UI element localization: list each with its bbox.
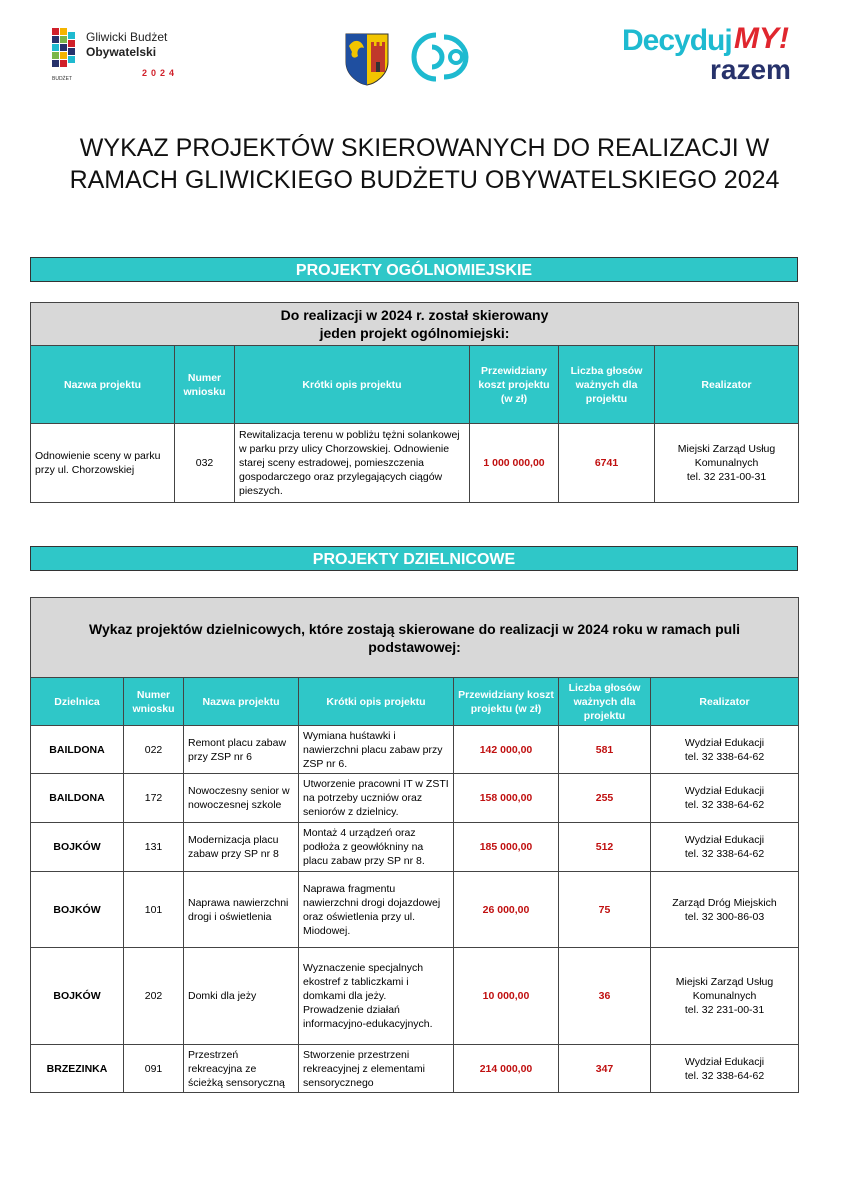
col-executor: Realizator <box>651 678 799 726</box>
executor-line3: tel. 32 231-00-31 <box>686 471 767 483</box>
table-row <box>31 774 799 823</box>
cell-name: Nowoczesny senior w nowoczesnej szkole <box>184 774 299 823</box>
executor-line1: Miejski Zarząd Usług <box>675 976 774 988</box>
cell-description: Wyznaczenie specjalnych ekostref z tabliczkami i domkami dla jeży. Prowadzenie działań informacyjno-edukacyjnych. <box>299 948 454 1045</box>
gbo-small: BUDŻET <box>52 76 72 82</box>
cell-votes: 6741 <box>559 424 655 503</box>
cell-number: 101 <box>124 872 184 948</box>
cell-number: 202 <box>124 948 184 1045</box>
citywide-table <box>30 302 799 503</box>
cell-executor <box>651 1045 799 1093</box>
executor-line2: tel. 32 338-64-62 <box>684 750 765 763</box>
gbo-line1: Gliwicki Budżet <box>86 30 168 44</box>
cell-description: Rewitalizacja terenu w pobliżu tężni solankowej w parku przy ulicy Chorzowskiej. Odnowienie starej sceny estradowej, pomieszczenia gospodarczego oraz przylegających ciągów pieszych. <box>235 424 470 503</box>
cell-votes: 581 <box>559 726 651 774</box>
decyduj-logo <box>622 24 822 88</box>
decyduj-razem: razem <box>710 54 791 85</box>
gbo-line2: Obywatelski <box>86 45 157 59</box>
cell-description: Utworzenie pracowni IT w ZSTI na potrzeby uczniów oraz seniorów z dzielnicy. <box>299 774 454 823</box>
district-table <box>30 597 799 1093</box>
gbo-year: 2024 <box>142 68 179 78</box>
cell-description: Stworzenie przestrzeni rekreacyjnej z elementami sensorycznego <box>299 1045 454 1093</box>
citywide-header-line1: Do realizacji w 2024 r. został skierowany <box>280 307 549 323</box>
district-header: Wykaz projektów dzielnicowych, które zostają skierowane do realizacji w 2024 roku w ramach puli podstawowej: <box>31 598 799 678</box>
executor-line2: tel. 32 300-86-03 <box>684 910 765 923</box>
executor-line2: tel. 32 338-64-62 <box>684 799 765 811</box>
executor-line1: Wydział Edukacji <box>684 736 765 749</box>
table-row <box>31 424 799 503</box>
cell-district: BOJKÓW <box>31 948 124 1045</box>
executor-line2: tel. 32 338-64-62 <box>684 1069 765 1082</box>
citywide-section-bar: PROJEKTY OGÓLNOMIEJSKIE <box>30 257 798 282</box>
cell-district: BRZEZINKA <box>31 1045 124 1093</box>
cell-name: Remont placu zabaw przy ZSP nr 6 <box>184 726 299 774</box>
cell-number: 091 <box>124 1045 184 1093</box>
document-title: WYKAZ PROJEKTÓW SKIEROWANYCH DO REALIZACJI W RAMACH GLIWICKIEGO BUDŻETU OBYWATELSKIEGO 2024 <box>69 134 780 194</box>
cell-name: Przestrzeń rekreacyjna ze ścieżką sensoryczną <box>184 1045 299 1093</box>
table-row <box>31 948 799 1045</box>
executor-line3: tel. 32 231-00-31 <box>684 1004 765 1016</box>
table-row <box>31 1045 799 1093</box>
citywide-header <box>31 303 799 346</box>
cell-number: 022 <box>124 726 184 774</box>
col-name: Nazwa projektu <box>184 678 299 726</box>
cell-cost: 10 000,00 <box>454 948 559 1045</box>
cell-votes: 75 <box>559 872 651 948</box>
col-number: Numer wniosku <box>175 346 235 424</box>
gbo-logo <box>50 24 200 86</box>
cell-district: BOJKÓW <box>31 872 124 948</box>
gbo-cube-icon <box>50 28 80 72</box>
cell-executor <box>651 823 799 872</box>
gliwice-coat-of-arms-icon <box>344 32 390 86</box>
cell-votes: 512 <box>559 823 651 872</box>
col-district: Dzielnica <box>31 678 124 726</box>
citywide-header-line2: jeden projekt ogólnomiejski: <box>319 325 510 341</box>
table-row <box>31 872 799 948</box>
cell-votes: 255 <box>559 774 651 823</box>
col-description: Krótki opis projektu <box>299 678 454 726</box>
col-votes: Liczba głosów ważnych dla projektu <box>559 678 651 726</box>
col-description: Krótki opis projektu <box>235 346 470 424</box>
col-executor: Realizator <box>655 346 799 424</box>
cell-district: BAILDONA <box>31 726 124 774</box>
cell-executor <box>651 948 799 1045</box>
cell-description: Montaż 4 urządzeń oraz podłoża z geowłókniny na placu zabaw przy SP nr 8. <box>299 823 454 872</box>
table-row <box>31 726 799 774</box>
cell-number: 131 <box>124 823 184 872</box>
cell-description: Naprawa fragmentu nawierzchni drogi dojazdowej oraz oświetlenia przy ul. Miodowej. <box>299 872 454 948</box>
cell-name: Odnowienie sceny w parku przy ul. Chorzowskiej <box>31 424 175 503</box>
cell-cost: 142 000,00 <box>454 726 559 774</box>
col-cost: Przewidziany koszt projektu (w zł) <box>454 678 559 726</box>
cell-votes: 36 <box>559 948 651 1045</box>
table-row <box>31 823 799 872</box>
col-cost: Przewidziany koszt projektu (w zł) <box>470 346 559 424</box>
executor-line1: Zarząd Dróg Miejskich <box>672 896 777 909</box>
cell-district: BAILDONA <box>31 774 124 823</box>
col-name: Nazwa projektu <box>31 346 175 424</box>
cell-name: Modernizacja placu zabaw przy SP nr 8 <box>184 823 299 872</box>
district-section-bar: PROJEKTY DZIELNICOWE <box>30 546 798 571</box>
cell-cost: 1 000 000,00 <box>470 424 559 503</box>
executor-line2: Komunalnych <box>692 990 757 1002</box>
decyduj-word: Decyduj <box>622 24 732 57</box>
cell-district: BOJKÓW <box>31 823 124 872</box>
col-votes: Liczba głosów ważnych dla projektu <box>559 346 655 424</box>
cell-executor <box>651 726 799 774</box>
cell-cost: 214 000,00 <box>454 1045 559 1093</box>
executor-line2: Komunalnych <box>694 457 759 469</box>
cell-cost: 185 000,00 <box>454 823 559 872</box>
cell-name: Domki dla jeży <box>184 948 299 1045</box>
decyduj-my: MY! <box>734 22 789 55</box>
executor-line1: Miejski Zarząd Usług <box>677 443 776 455</box>
executor-line1: Wydział Edukacji <box>684 785 765 797</box>
city-logo-icon <box>410 25 474 89</box>
cell-number: 032 <box>175 424 235 503</box>
executor-line1: Wydział Edukacji <box>684 834 765 846</box>
cell-number: 172 <box>124 774 184 823</box>
cell-executor <box>655 424 799 503</box>
cell-cost: 26 000,00 <box>454 872 559 948</box>
cell-description: Wymiana huśtawki i nawierzchni placu zabaw przy ZSP nr 6. <box>299 726 454 774</box>
cell-executor <box>651 774 799 823</box>
cell-executor <box>651 872 799 948</box>
executor-line1: Wydział Edukacji <box>684 1055 765 1068</box>
cell-cost: 158 000,00 <box>454 774 559 823</box>
col-number: Numer wniosku <box>124 678 184 726</box>
cell-votes: 347 <box>559 1045 651 1093</box>
executor-line2: tel. 32 338-64-62 <box>684 848 765 860</box>
cell-name: Naprawa nawierzchni drogi i oświetlenia <box>184 872 299 948</box>
